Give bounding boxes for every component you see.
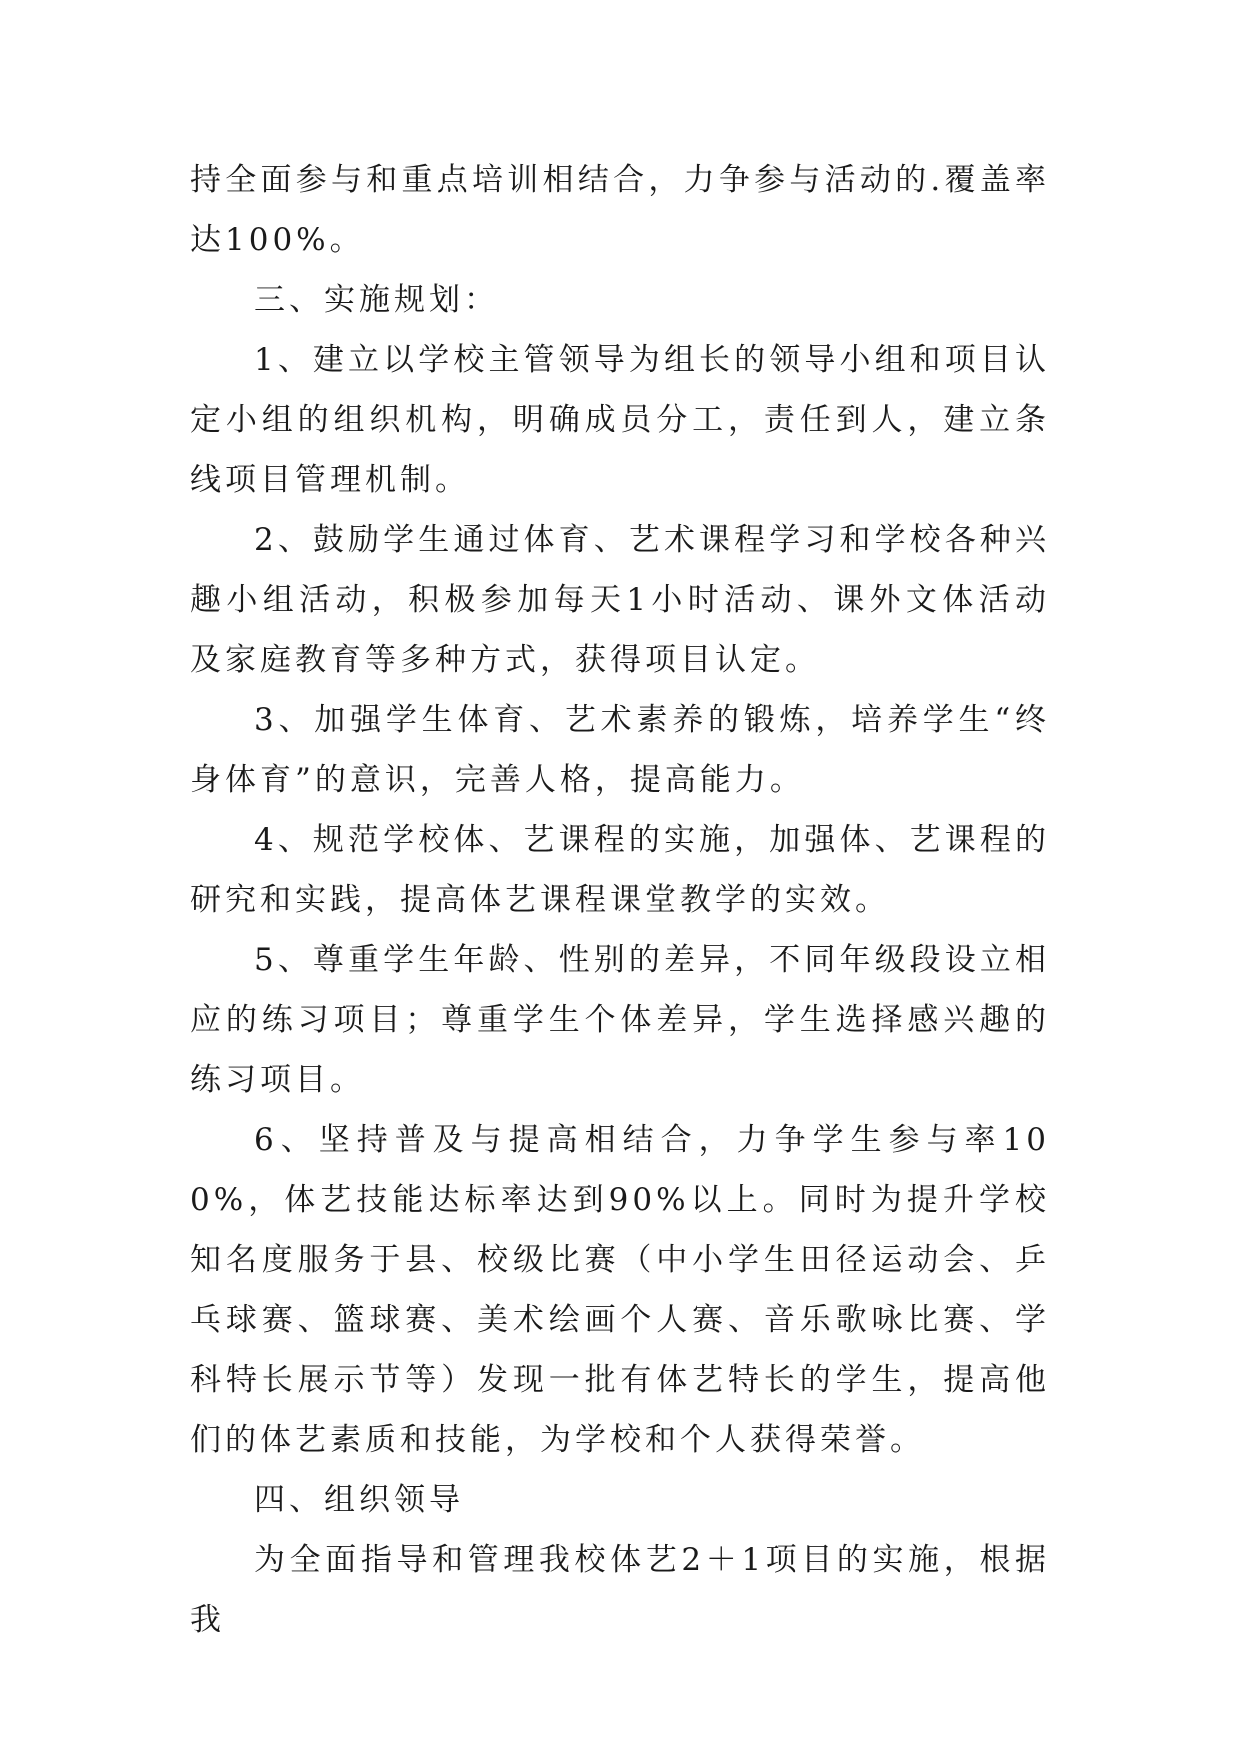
paragraph-continuation: 持全面参与和重点培训相结合，力争参与活动的.覆盖率达100%。 <box>190 162 1050 258</box>
list-item-6: 6、坚持普及与提高相结合，力争学生参与率100%，体艺技能达标率达到90%以上。同时为提升学校知名度服务于县、校级比赛（中小学生田径运动会、乒乓球赛、篮球赛、美术绘画个人赛、音乐歌咏比赛、学科特长展示节等）发现一批有体艺特长的学生，提高他们的体艺素质和技能，为学校和个人获得荣誉。 <box>190 1122 1050 1458</box>
list-item-5: 5、尊重学生年龄、性别的差异，不同年级段设立相应的练习项目；尊重学生个体差异，学生选择感兴趣的练习项目。 <box>190 942 1050 1098</box>
section-heading-organization: 四、组织领导 <box>254 1482 464 1518</box>
list-item-3: 3、加强学生体育、艺术素养的锻炼，培养学生“终身体育”的意识，完善人格，提高能力。 <box>190 702 1050 798</box>
document-body <box>190 150 1050 1650</box>
list-item-2: 2、鼓励学生通过体育、艺术课程学习和学校各种兴趣小组活动，积极参加每天1小时活动、课外文体活动及家庭教育等多种方式，获得项目认定。 <box>190 522 1050 678</box>
section-heading-implementation: 三、实施规划： <box>254 282 499 318</box>
list-item-4: 4、规范学校体、艺课程的实施，加强体、艺课程的研究和实践，提高体艺课程课堂教学的实效。 <box>190 822 1050 918</box>
paragraph-organization-intro: 为全面指导和管理我校体艺2＋1项目的实施，根据我 <box>190 1542 1050 1638</box>
list-item-1: 1、建立以学校主管领导为组长的领导小组和项目认定小组的组织机构，明确成员分工，责任到人，建立条线项目管理机制。 <box>190 342 1050 498</box>
